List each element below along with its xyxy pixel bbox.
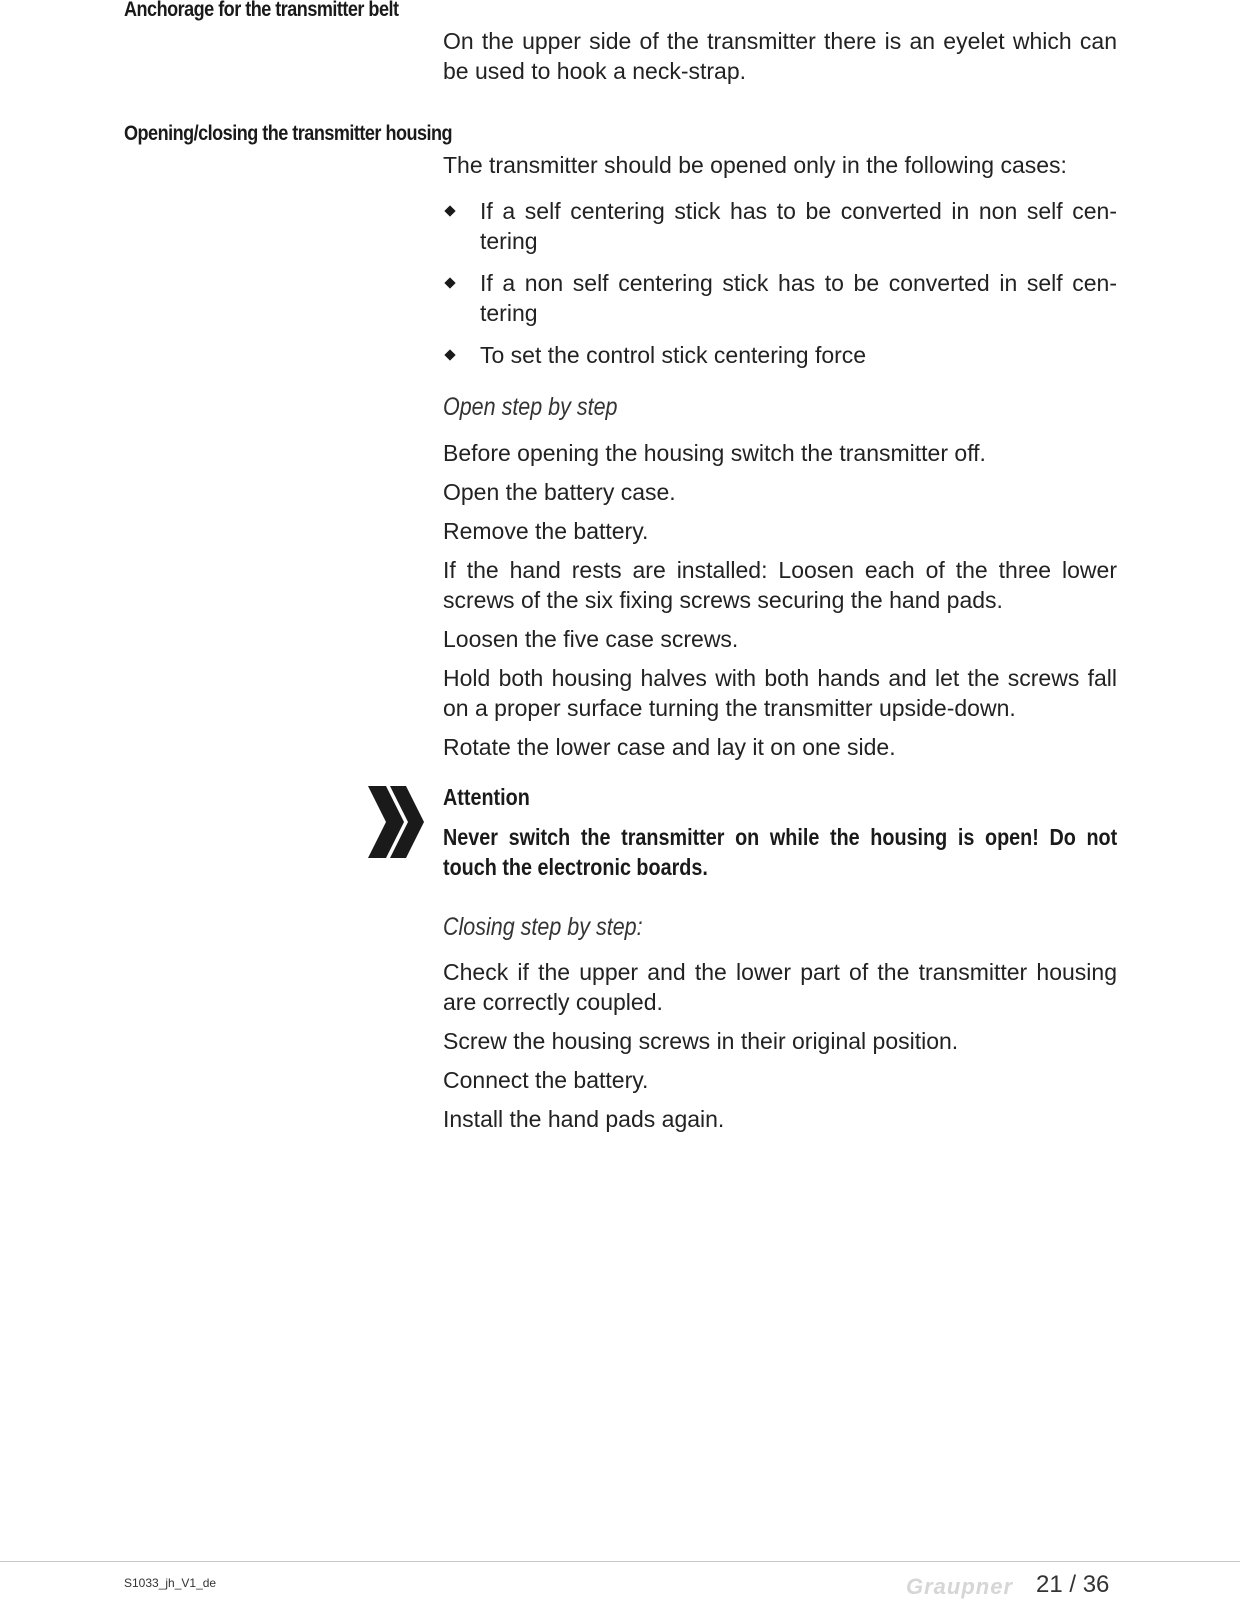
list-item: To set the control stick centering force bbox=[443, 340, 1117, 370]
open-step: Rotate the lower case and lay it on one side. bbox=[443, 734, 896, 760]
close-steps-list bbox=[443, 957, 1117, 1143]
anchorage-body bbox=[443, 26, 1117, 86]
open-steps-heading: Open step by step bbox=[443, 393, 618, 421]
attention-text: Never switch the transmitter on while the housing is open! Do not touch the electronic boards. bbox=[443, 824, 1118, 880]
open-step: If the hand rests are installed: Loosen each of the three lower screws of the six fixing screws securing the hand pads. bbox=[443, 557, 1117, 613]
opening-intro: The transmitter should be opened only in the following cases: bbox=[443, 152, 1067, 178]
opening-cases-list bbox=[443, 196, 1117, 382]
section-heading-opening: Opening/closing the transmitter housing bbox=[124, 122, 453, 145]
close-steps-heading-block bbox=[443, 912, 1117, 942]
anchorage-text: On the upper side of the transmitter there is an eyelet which can be used to hook a neck-strap. bbox=[443, 28, 1117, 84]
diamond-bullet-icon bbox=[444, 349, 455, 360]
open-step: Loosen the five case screws. bbox=[443, 626, 739, 652]
footer-divider bbox=[0, 1561, 1240, 1562]
document-id: S1033_jh_V1_de bbox=[124, 1576, 217, 1590]
attention-title: Attention bbox=[443, 784, 530, 810]
close-step: Connect the battery. bbox=[443, 1067, 649, 1093]
attention-box bbox=[443, 782, 1117, 882]
list-item: If a non self centering stick has to be converted in self cen-tering bbox=[443, 268, 1117, 328]
open-steps-list bbox=[443, 438, 1117, 771]
diamond-bullet-icon bbox=[444, 277, 455, 288]
diamond-bullet-icon bbox=[444, 205, 455, 216]
open-step: Remove the battery. bbox=[443, 518, 649, 544]
list-item: If a self centering stick has to be converted in non self cen-tering bbox=[443, 196, 1117, 256]
brand-logo: Graupner bbox=[906, 1574, 1014, 1599]
open-step: Hold both housing halves with both hands and let the screws fall on a proper surface turning the transmitter upside-down. bbox=[443, 665, 1117, 721]
close-step: Screw the housing screws in their original position. bbox=[443, 1028, 959, 1054]
opening-intro-block bbox=[443, 150, 1117, 180]
open-step: Before opening the housing switch the transmitter off. bbox=[443, 440, 986, 466]
attention-chevrons-icon bbox=[366, 784, 426, 860]
page-number: 21 / 36 bbox=[1036, 1571, 1110, 1598]
section-heading-anchorage: Anchorage for the transmitter belt bbox=[124, 0, 399, 21]
close-steps-heading: Closing step by step: bbox=[443, 913, 643, 941]
close-step: Install the hand pads again. bbox=[443, 1106, 725, 1132]
open-step: Open the battery case. bbox=[443, 479, 676, 505]
close-step: Check if the upper and the lower part of the transmitter housing are correctly coupled. bbox=[443, 959, 1117, 1015]
open-steps-heading-block bbox=[443, 392, 1117, 422]
